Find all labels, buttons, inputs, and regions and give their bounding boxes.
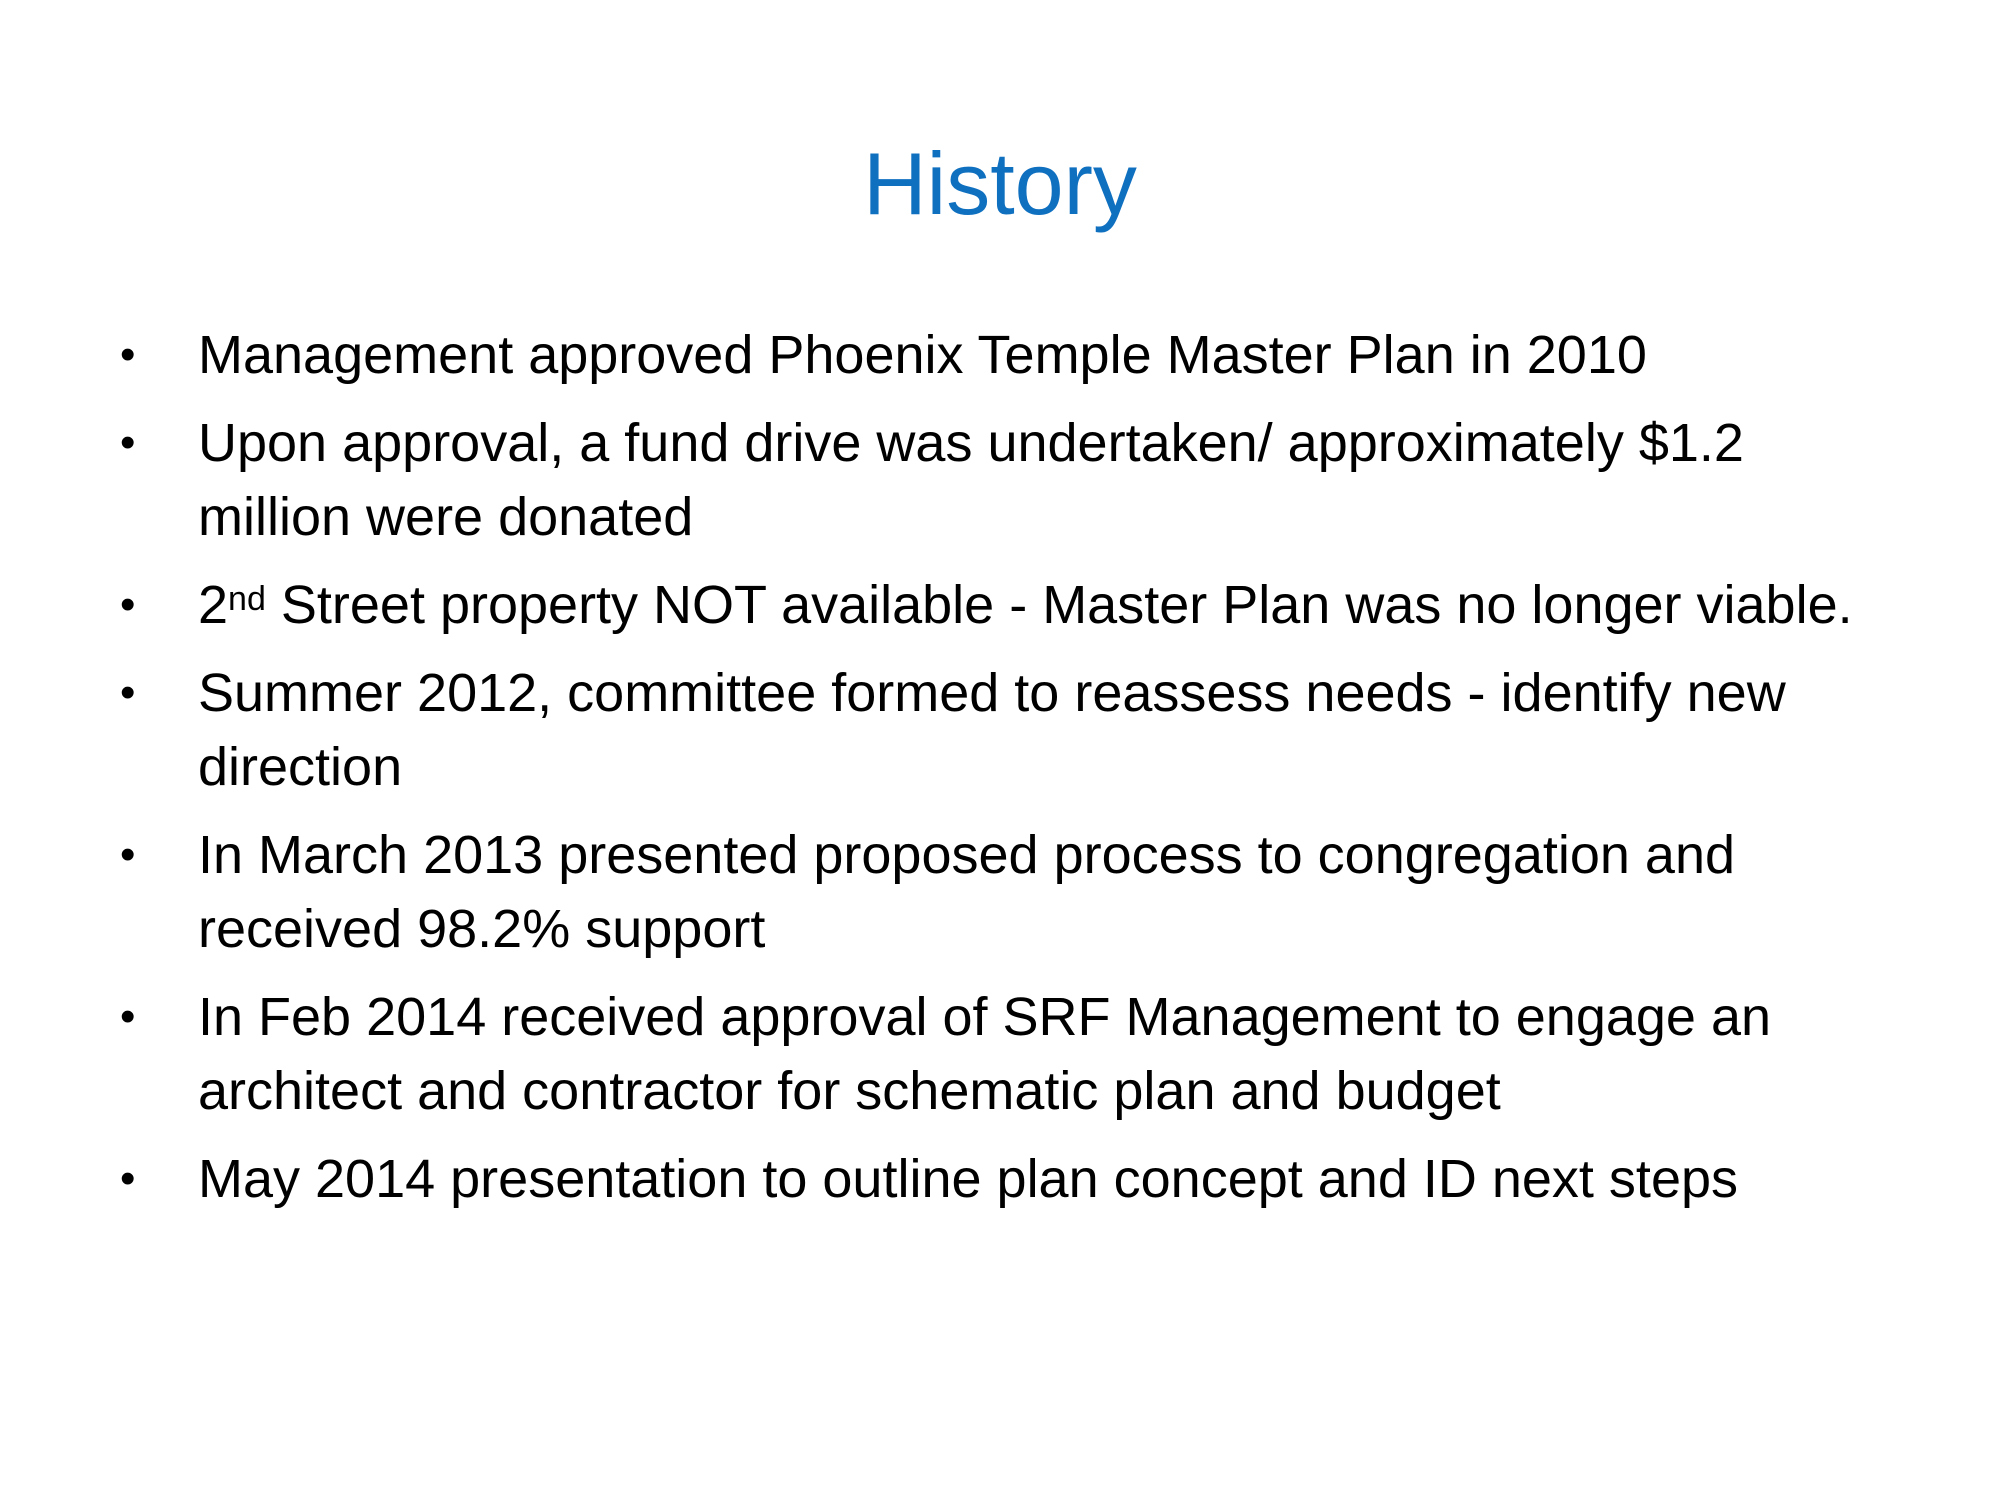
bullet-icon: • [120, 1154, 136, 1203]
bullet-icon: • [120, 418, 136, 467]
bullet-item [120, 818, 1900, 966]
bullet-item [120, 1142, 1900, 1216]
bullet-list [120, 318, 1900, 1230]
bullet-text-prefix: 2 [198, 575, 229, 635]
bullet-text: Summer 2012, committee formed to reassess needs - identify new direction [198, 663, 1786, 797]
bullet-icon: • [120, 580, 136, 629]
bullet-item [120, 980, 1900, 1128]
bullet-item [120, 318, 1900, 392]
bullet-text: Upon approval, a fund drive was undertaken/ approximately $1.2 million were donated [198, 413, 1744, 547]
bullet-icon: • [120, 830, 136, 879]
bullet-icon: • [120, 668, 136, 717]
bullet-text: In Feb 2014 received approval of SRF Management to engage an architect and contractor for schematic plan and budget [198, 987, 1772, 1121]
bullet-item [120, 656, 1900, 804]
bullet-text: In March 2013 presented proposed process to congregation and received 98.2% support [198, 825, 1736, 959]
bullet-text-rest: Street property NOT available - Master Plan was no longer viable. [265, 575, 1853, 635]
bullet-icon: • [120, 992, 136, 1041]
bullet-text: Management approved Phoenix Temple Master Plan in 2010 [198, 325, 1647, 385]
bullet-text [198, 575, 1853, 635]
bullet-text: May 2014 presentation to outline plan concept and ID next steps [198, 1149, 1739, 1209]
bullet-icon: • [120, 330, 136, 379]
bullet-item [120, 568, 1900, 642]
bullet-item [120, 406, 1900, 554]
ordinal-suffix: nd [228, 580, 266, 618]
slide-title: History [863, 134, 1137, 233]
